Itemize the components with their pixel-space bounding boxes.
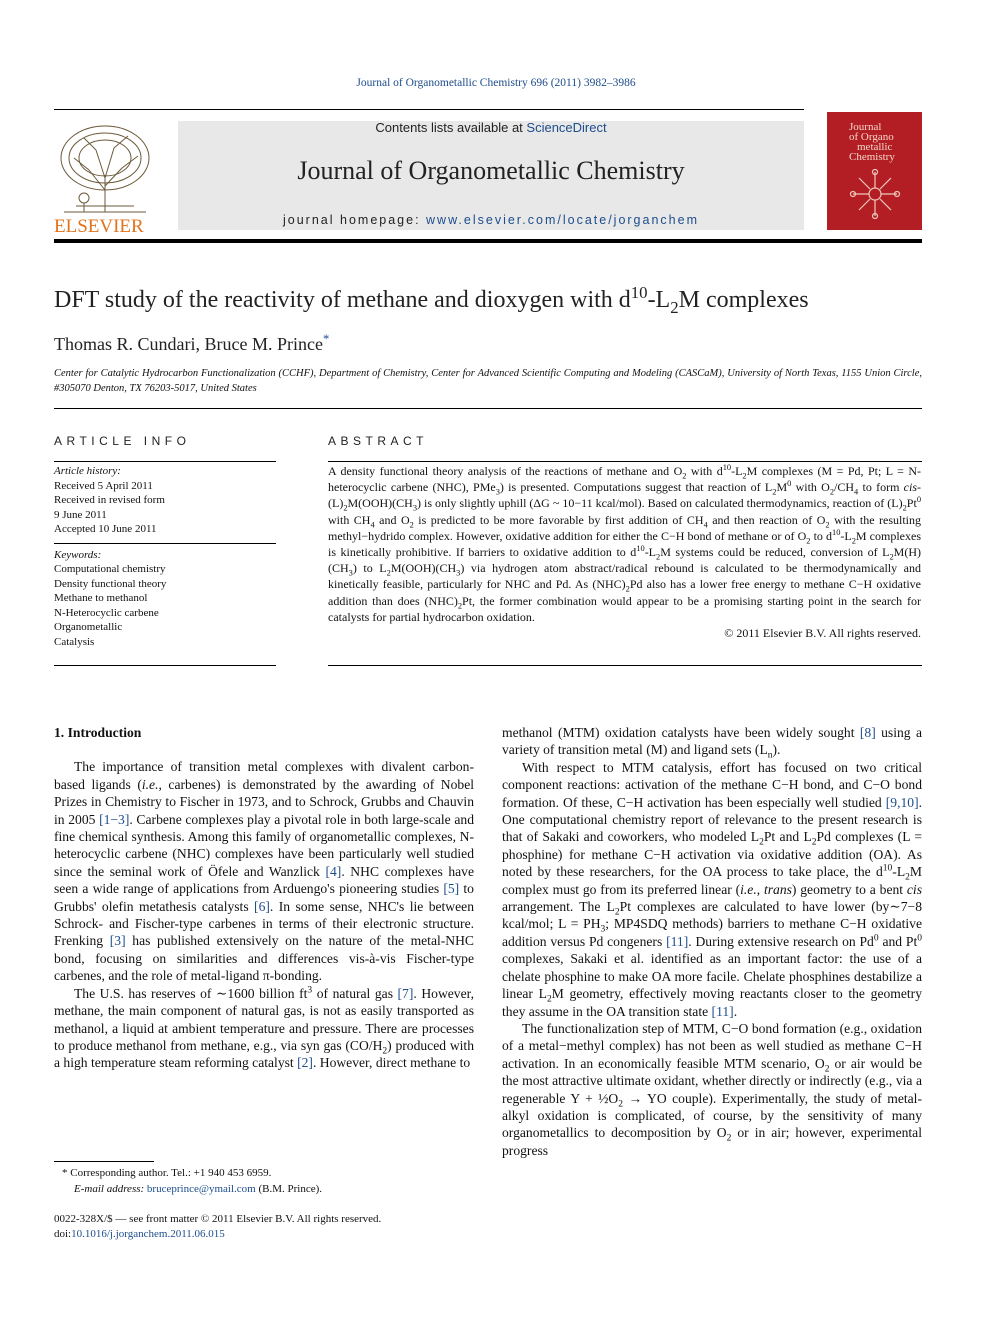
corresponding-author-note: * Corresponding author. Tel.: +1 940 453 6959.: [62, 1167, 272, 1179]
email-suffix: (B.M. Prince).: [255, 1183, 322, 1195]
body-paragraph: The importance of transition metal complexes with divalent carbon-based ligands (i.e., carbenes) is demonstrated by the awarding of Nobel Prizes in Chemistry to Fischer in 1973, and to Schrock, Grubbs and Chauvin in 2005 [1−3]. Carbene complexes play a pivotal role in both large-scale and fine chemical synthesis. Among this family of organometallic complexes, N-heterocyclic carbene (NHC) complexes have been particularly well studied since the seminal work of Öfele and Wanzlick [4]. NHC complexes have seen a wide range of applications from Arduengo's pioneering studies [5] to Grubbs' olefin metathesis catalysts [6]. In some sense, NHC's lie between Schrock- and Fischer-type carbenes in terms of their electronic structure. Frenking [3] has published extensively on the nature of the metal-NHC bond, focusing on similarities and differences vis-à-vis Fischer-type carbenes, and the role of metal-ligand π-bonding.: [54, 759, 475, 984]
publisher-wordmark: ELSEVIER: [54, 216, 144, 236]
title-text: -L: [647, 287, 671, 313]
contents-prefix: Contents lists available at: [375, 120, 527, 135]
footnote-rule: [54, 1161, 154, 1162]
doi-link[interactable]: 10.1016/j.jorganchem.2011.06.015: [71, 1228, 225, 1240]
homepage-prefix: journal homepage:: [283, 213, 427, 227]
title-superscript: 10: [630, 283, 648, 302]
journal-homepage: [178, 213, 804, 227]
issn-line: 0022-328X/$ — see front matter © 2011 Elsevier B.V. All rights reserved.: [54, 1213, 382, 1225]
journal-cover-image: [827, 112, 922, 230]
history-label: Article history:: [54, 465, 121, 477]
affiliation-rule: [54, 408, 922, 409]
body-paragraph: The U.S. has reserves of ∼1600 billion $ft^3$ of natural gas [7]. However, methane, the main component of natural gas, is not as easily transported as methanol, a liquid at ambient temperature and pressure. There are processes to produce methanol from methane, e.g., via syn gas $(CO/H_2)$ produced with a high temperature steam reforming catalyst [2]. However, direct methane to: [54, 985, 475, 1071]
history-item: Accepted 10 June 2011: [54, 523, 157, 535]
title-text: M complexes: [678, 287, 809, 313]
article-info-heading: ARTICLE INFO: [54, 434, 191, 448]
author-list: [54, 334, 329, 355]
body-paragraph: The functionalization step of MTM, C−O bond formation (e.g., oxidation of a metal−methyl complex) has not been as well studied as methane C−H activation. In an economically feasible MTM scenario, $O_2$ or air would be the most attractive ultimate oxidant, whether directly or indirectly (e.g., via a regenerable $Y + \frac{1}{2}O_2$ → YO couple). Experimentally, the study of metal-alkyl oxidation is complicated, of course, by the sensitivity of many organometallics to decomposition by $O_2$ or in air; however, experimental progress: [502, 1020, 922, 1158]
abstract-heading: ABSTRACT: [328, 434, 429, 448]
title-subscript: 2: [670, 297, 679, 317]
cover-line: metallic: [857, 141, 893, 153]
abstract-body: [328, 463, 921, 641]
body-paragraph: With respect to MTM catalysis, effort has focused on two critical component reactions: activation of the methane C−H bond, and C−O bond formation. Of these, C−H activation has been especially well studied [9,10]. One computational chemistry report of relevance to the present research is that of Sakaki and coworkers, who modeled $L_2Pt$ and $L_2Pd$ complexes (L = phosphine) for methane C−H activation via oxidative addition (OA). As noted by these researchers, for the OA process to take place, the $d^{10}-L_2M$ complex must go from its preferred linear (i.e., trans) geometry to a bent cis arrangement. The $L_2Pt$ complexes are calculated to have lower (by∼7−8 kcal/mol; $L = PH_3$; MP4SDQ methods) barriers to methane C−H oxidative addition versus Pd congeners [11]. During extensive research on Pd$^0$ and Pt$^0$ complexes, Sakaki et al. identified as an important factor: the use of a chelate phosphine to make OA more facile. Chelate phosphines destabilize a linear $L_2M$ geometry, effectively moving reactants closer to the geometry they assume in the OA transition state [11].: [502, 759, 923, 1019]
keywords-rule: [54, 543, 276, 544]
header-top-rule: [54, 109, 804, 110]
keyword: Density functional theory: [54, 577, 167, 590]
email-label: E-mail address:: [74, 1183, 147, 1195]
journal-name: Journal of Organometallic Chemistry: [297, 156, 685, 185]
keyword: Catalysis: [54, 635, 95, 648]
front-matter: [54, 1212, 474, 1242]
history-item: Received in revised form: [54, 494, 165, 506]
email-link[interactable]: bruceprince@ymail.com: [146, 1183, 256, 1195]
section-heading-introduction: 1. Introduction: [54, 725, 142, 740]
corresponding-author-marker[interactable]: *: [322, 332, 330, 346]
keyword: Computational chemistry: [54, 563, 166, 575]
abstract-rule: [328, 461, 922, 462]
footnote: [54, 1165, 474, 1197]
history-item: 9 June 2011: [54, 508, 107, 521]
doi-label: doi:: [54, 1228, 72, 1240]
homepage-link[interactable]: www.elsevier.com/locate/jorganchem: [426, 213, 699, 227]
sciencedirect-link[interactable]: ScienceDirect: [526, 120, 607, 135]
abstract-text: A density functional theory analysis of the reactions of methane and $O_2$ with $d^{10}-L_2M$ complexes (M = Pd, Pt; L = N-heterocyclic carbene (NHC), PMe$_3$) is presented. Computations suggest that reaction of $L_2M^0$ with $O_2/CH_4$ to form cis- $(L)_2M(OOH)(CH_3)$ is only slightly uphill (ΔG ~ 10−11 kcal/mol). Based on calculated thermodynamics, reaction of $(L)_2Pt^0$ with $CH_4$ and $O_2$ is predicted to be more favorable by first addition of $CH_4$ and then reaction of $O_2$ with the resulting methyl−hydrido complex. However, oxidative addition for either the C−H bond of methane or of $O_2$ to $d^{10}-L_2M$ complexes is kinetically prohibitive. If barriers to oxidative addition to $d^{10}-L_2M$ systems could be reduced, conversion of $L_2M(H)(CH_3)$ to $L_2M(OOH)(CH_3)$ via hydrogen atom abstract/radical rebound is calculated to be thermodynamically and kinetically feasible, particularly for NHC and Pd. As $(NHC)_2Pd$ also has a lower free energy to methane C−H oxidative addition than does $(NHC)_2Pt$, the former combination would appear to be a promising starting point in the search for catalysts for partial hydrocarbon oxidation.: [328, 463, 922, 624]
keyword: Methane to methanol: [54, 592, 148, 604]
article-info: [54, 464, 276, 649]
article-info-rule: [54, 461, 276, 462]
keywords-label: Keywords:: [54, 548, 102, 561]
journal-reference[interactable]: Journal of Organometallic Chemistry 696 (2011) 3982–3986: [356, 77, 636, 89]
cover-line: of Organo: [849, 131, 894, 143]
cover-line: Journal: [849, 121, 882, 133]
affiliation: Center for Catalytic Hydrocarbon Functionalization (CCHF), Department of Chemistry, Center for Advanced Scientific Computing and Modeling (CASCaM), University of North Texas, 1155 Union Circle, #305070 Denton, TX 76203-5017, United States: [54, 368, 922, 394]
keyword: Organometallic: [54, 621, 123, 633]
authors: Thomas R. Cundari, Bruce M. Prince: [54, 334, 323, 354]
body-column-left: [54, 724, 474, 1072]
doi-line: [54, 1227, 474, 1242]
history-item: Received 5 April 2011: [54, 479, 153, 492]
article-info-bottom-rule: [54, 665, 276, 666]
header-bottom-rule: [54, 239, 922, 243]
cover-line: Chemistry: [849, 151, 895, 163]
abstract-copyright: © 2011 Elsevier B.V. All rights reserved.: [724, 626, 921, 641]
cover-title: [849, 122, 895, 162]
elsevier-logo: [54, 120, 156, 236]
abstract-bottom-rule: [328, 665, 922, 666]
body-paragraph: methanol (MTM) oxidation catalysts have been widely sought [8] using a variety of transition metal (M) and ligand sets $(L_n)$.: [502, 725, 922, 762]
keyword: N-Heterocyclic carbene: [54, 606, 159, 619]
contents-line: [178, 120, 804, 135]
body-column-right: [502, 724, 922, 1159]
email-line: [54, 1181, 474, 1197]
elsevier-tree-icon: [54, 120, 156, 236]
molecule-icon: [845, 164, 905, 224]
article-title: [54, 283, 924, 317]
title-text: DFT study of the reactivity of methane and dioxygen with d: [54, 287, 631, 313]
